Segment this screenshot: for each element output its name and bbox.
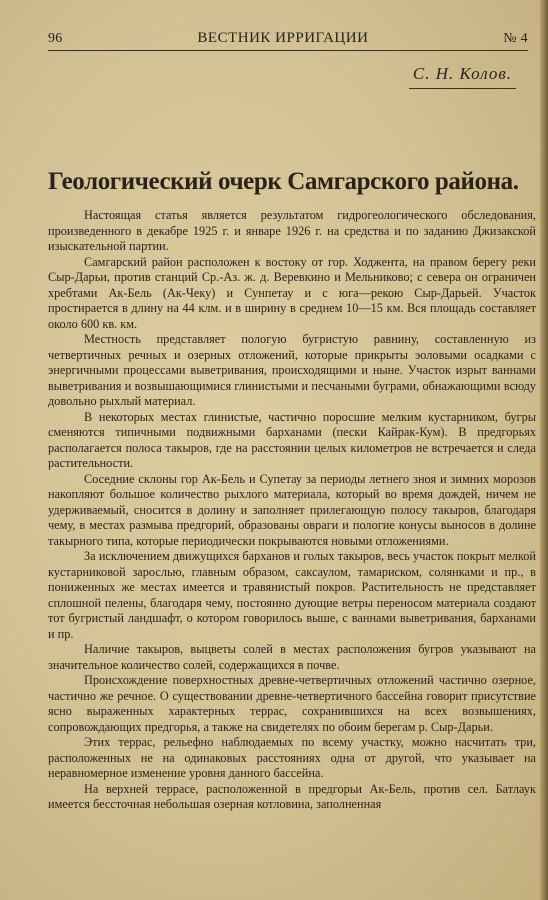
paragraph: Самгарский район расположен к востоку от гор. Ходжента, на правом берегу реки Сыр-Дарьи, против станций Ср.-Аз. ж. д. Веревкино и Мельниково; с севера он ограничен хребтами Ак-Бель (Ак-Чеку) и Сунпетау и с юга—рекою Сыр-Дарьей. Участок простирается в длину на 44 клм. и в ширину в среднем 10—15 км. Вся площадь составляет около 600 кв. км. [48,254,536,331]
issue-number: № 4 [503,31,528,46]
paragraph: Наличие такыров, выцветы солей в местах расположения бугров указывают на значительное количество солей, содержащихся в почве. [48,642,536,672]
running-header [48,30,528,51]
paragraph: На верхней террасе, расположенной в предгорьи Ак-Бель, против сел. Батлаук имеется бессточная небольшая озерная котловина, заполненная [48,781,536,811]
paragraph: Местность представляет пологую бугристую равнину, составленную из четвертичных речных и озерных отложений, которые прикрыты эоловыми осадками с энергичными процессами выветривания, происходящими и ныне. Участок изрыт ваннами выветривания и возвышающимися глинистыми и песчаными буграми, обнажающими всюду довольно рыхлый материал. [48,332,536,408]
paragraph: За исключением движущихся барханов и голых такыров, весь участок покрыт мелкой кустарниковой зарослью, главным образом, саксаулом, тамариском, солянками и пр., в пониженных же местах имеется и травянистый покров. Растительность не представляет сплошной пелены, благодаря чему, постоянно дующие ветры переносом материала создают тот бугристый ландшафт, о котором говорилось выше, с ваннами выветривания, барханами и пр. [48,549,536,641]
paragraph: Соседние склоны гор Ак-Бель и Супетау за периоды летнего зноя и зимних морозов накопляют большое количество рыхлого материала, который во время дождей, ничем не удерживаемый, сносится в долину и заполняет прилегающую полосу такыров, благодаря чему, в местах размыва предгорий, образованы овраги и пологие конусы выносов в долине такырного типа, которые периодически покрываются новыми отложениями. [48,471,536,548]
paragraph: В некоторых местах глинистые, частично поросшие мелким кустарником, бугры сменяются типичными подвижными барханами (пески Кайрак-Кум). В предгорьях располагается полоса такыров, где на расстоянии целых километров не встречается и следа растительности. [48,409,536,470]
article-body [48,208,536,813]
article-title: Геологический очерк Самгарского района. [48,168,519,195]
paragraph: Этих террас, рельефно наблюдаемых по всему участку, можно насчитать три, расположенных не на одинаковых расстояниях одна от другой, что указывает на неравномерное изменение уровня данного бассейна. [48,735,536,780]
paragraph: Происхождение поверхностных древне-четвертичных отложений частично озерное, частично же речное. О существовании древне-четвертичного бассейна говорит присутствие ясно выраженных характерных террас, сохранившихся на всех возвышениях, сопровождающих предгорья, а также на свидетелях по обоим берегам р. Сыр-Дарьи. [48,673,536,734]
journal-title: ВЕСТНИК ИРРИГАЦИИ [197,30,369,46]
paragraph: Настоящая статья является результатом гидрогеологического обследования, произведенного в декабре 1925 г. и январе 1926 г. на средства и по заданию Джизакской изыскательной партии. [48,208,536,253]
page-number: 96 [48,31,63,46]
author-name: С. Н. Колов. [409,64,516,89]
